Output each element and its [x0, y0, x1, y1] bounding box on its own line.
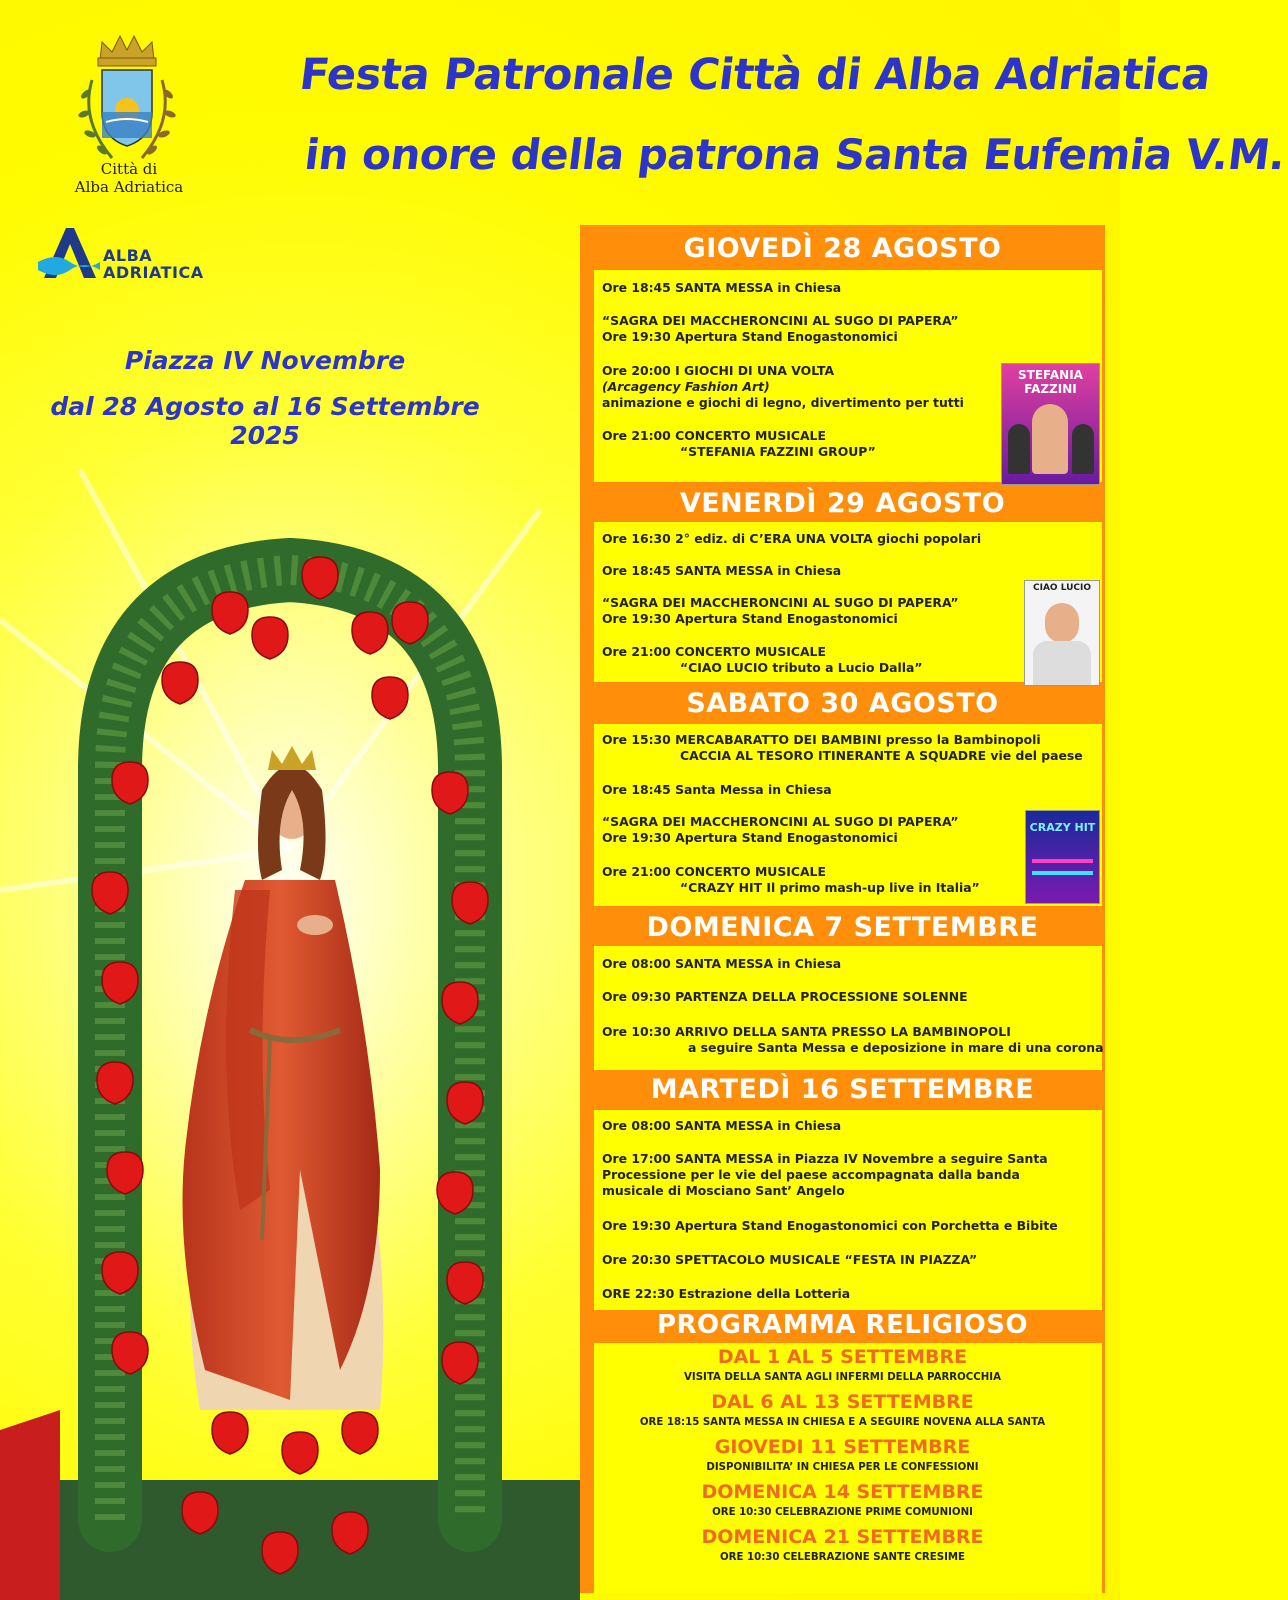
title-line1: Festa Patronale Città di Alba Adriatica — [296, 50, 1214, 100]
event-line: “CIAO LUCIO tributo a Lucio Dalla” — [680, 660, 923, 675]
logo-text-line2: ADRIATICA — [103, 263, 204, 282]
religious-item-text: ORE 10:30 CELEBRAZIONE SANTE CRESIME — [720, 1552, 965, 1563]
event-line: Ore 08:00 SANTA MESSA in Chiesa — [602, 1118, 842, 1133]
religious-item-heading: DOMENICA 21 SETTEMBRE — [701, 1526, 984, 1548]
event-line: Ore 19:30 Apertura Stand Enogastonomici — [602, 329, 898, 344]
day-heading: GIOVEDÌ 28 AGOSTO — [683, 233, 1002, 264]
event-line: Ore 19:30 Apertura Stand Enogastonomici con Porchetta e Bibite — [602, 1218, 1058, 1233]
religious-item-text: DISPONIBILITA’ IN CHIESA PER LE CONFESSIONI — [706, 1462, 979, 1473]
crest-label-line2: Alba Adriatica — [74, 178, 184, 196]
event-line: Ore 18:45 SANTA MESSA in Chiesa — [602, 280, 842, 295]
event-line: “SAGRA DEI MACCHERONCINI AL SUGO DI PAPERA” — [602, 814, 959, 829]
event-line: (Arcagency Fashion Art) — [602, 379, 770, 394]
religious-item-text: ORE 18:15 SANTA MESSA IN CHIESA E A SEGUIRE NOVENA ALLA SANTA — [639, 1417, 1046, 1428]
religious-item-heading: DAL 6 AL 13 SETTEMBRE — [711, 1391, 974, 1413]
title-line2: in onore della patrona Santa Eufemia V.M. — [301, 130, 1288, 179]
event-line: “SAGRA DEI MACCHERONCINI AL SUGO DI PAPERA” — [602, 313, 959, 328]
day-heading: VENERDÌ 29 AGOSTO — [679, 488, 1006, 519]
religious-item-heading: GIOVEDI 11 SETTEMBRE — [714, 1436, 971, 1458]
day-heading: MARTEDÌ 16 SETTEMBRE — [650, 1074, 1035, 1105]
event-line: Ore 21:00 CONCERTO MUSICALE — [602, 864, 826, 879]
thumb-caption: CIAO LUCIO — [1032, 583, 1092, 593]
alba-adriatica-logo-icon — [36, 222, 102, 282]
ciao-lucio-thumbnail — [1024, 580, 1100, 686]
day-heading: DOMENICA 7 SETTEMBRE — [646, 912, 1039, 943]
religious-item-text: ORE 10:30 CELEBRAZIONE PRIME COMUNIONI — [712, 1507, 973, 1518]
thumb-caption: STEFANIA FAZZINI — [1018, 368, 1083, 396]
event-line: musicale di Mosciano Sant’ Angelo — [602, 1183, 845, 1198]
event-line: Ore 17:00 SANTA MESSA in Piazza IV Novembre a seguire Santa — [602, 1151, 1048, 1166]
crazy-hit-thumbnail — [1025, 810, 1100, 904]
event-line: Ore 20:00 I GIOCHI DI UNA VOLTA — [602, 363, 835, 378]
event-line: Ore 10:30 ARRIVO DELLA SANTA PRESSO LA BAMBINOPOLI — [602, 1024, 1011, 1039]
event-line: Ore 21:00 CONCERTO MUSICALE — [602, 428, 826, 443]
event-line: Ore 18:45 SANTA MESSA in Chiesa — [602, 563, 842, 578]
event-line: “STEFANIA FAZZINI GROUP” — [680, 444, 876, 459]
event-line: “SAGRA DEI MACCHERONCINI AL SUGO DI PAPERA” — [602, 595, 959, 610]
event-line: Processione per le vie del paese accompagnata dalla banda — [602, 1167, 1020, 1182]
event-line: Ore 15:30 MERCABARATTO DEI BAMBINI presso la Bambinopoli — [602, 732, 1041, 747]
event-line: a seguire Santa Messa e deposizione in mare di una corona — [688, 1040, 1104, 1055]
event-line: CACCIA AL TESORO ITINERANTE A SQUADRE vie del paese — [680, 748, 1083, 763]
event-line: Ore 08:00 SANTA MESSA in Chiesa — [602, 956, 842, 971]
logo-text-line1: ALBA — [103, 246, 153, 265]
day-box — [594, 1110, 1102, 1310]
event-line: ORE 22:30 Estrazione della Lotteria — [602, 1286, 851, 1301]
religious-item-heading: DAL 1 AL 5 SETTEMBRE — [717, 1346, 968, 1368]
crest-label-line1: Città di — [100, 160, 158, 178]
event-line: Ore 09:30 PARTENZA DELLA PROCESSIONE SOLENNE — [602, 989, 968, 1004]
event-line: Ore 19:30 Apertura Stand Enogastonomici — [602, 830, 898, 845]
date-range-line: dal 28 Agosto al 16 Settembre 2025 — [50, 392, 480, 450]
event-line: Ore 21:00 CONCERTO MUSICALE — [602, 644, 826, 659]
event-line: Ore 18:45 Santa Messa in Chiesa — [602, 782, 832, 797]
event-line: “CRAZY HIT Il primo mash-up live in Italia” — [680, 880, 980, 895]
thumb-caption: CRAZY HIT — [1029, 821, 1096, 834]
religious-item-heading: DOMENICA 14 SETTEMBRE — [701, 1481, 984, 1503]
santa-eufemia-statue-image — [0, 470, 580, 1600]
religious-heading: PROGRAMMA RELIGIOSO — [656, 1310, 1029, 1340]
event-line: Ore 16:30 2° ediz. di C’ERA UNA VOLTA giochi popolari — [602, 531, 982, 546]
day-heading: SABATO 30 AGOSTO — [686, 688, 999, 719]
event-line: Ore 19:30 Apertura Stand Enogastonomici — [602, 611, 898, 626]
location-line: Piazza IV Novembre — [124, 346, 406, 375]
religious-item-text: VISITA DELLA SANTA AGLI INFERMI DELLA PARROCCHIA — [684, 1372, 1001, 1383]
event-line: Ore 20:30 SPETTACOLO MUSICALE “FESTA IN PIAZZA” — [602, 1252, 978, 1267]
event-line: animazione e giochi di legno, divertimento per tutti — [602, 395, 964, 410]
stefania-fazzini-thumbnail — [1001, 363, 1100, 485]
